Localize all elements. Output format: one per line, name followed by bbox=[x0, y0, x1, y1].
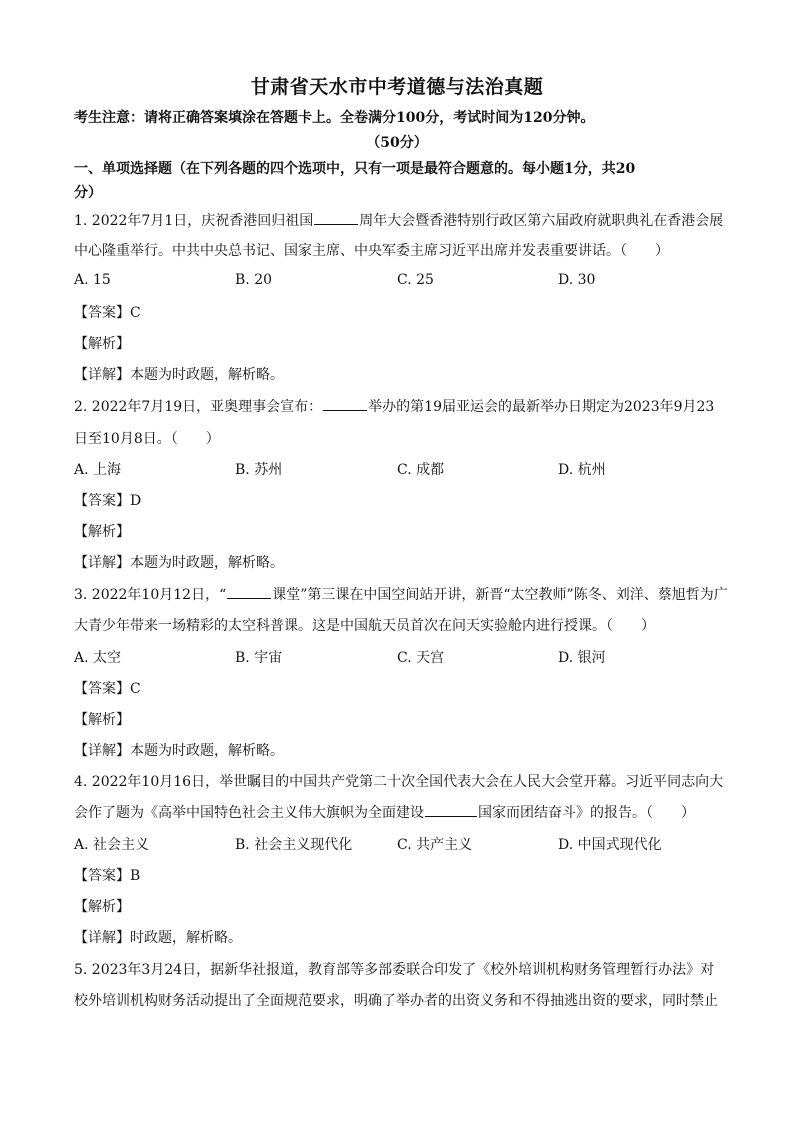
question-1-line-2: 中心隆重举行。中共中央总书记、国家主席、中央军委主席习近平出席并发表重要讲话。（ ） bbox=[74, 243, 669, 259]
question-4-detail bbox=[74, 927, 242, 947]
fill-blank bbox=[314, 212, 358, 225]
answer-label: 【答案】 bbox=[74, 305, 130, 321]
question-1-option-b: B. 20 bbox=[235, 272, 273, 288]
answer-value: C bbox=[130, 681, 141, 697]
question-4-text-a: 会作了题为《高举中国特色社会主义伟大旗帜为全面建设 bbox=[74, 805, 424, 821]
answer-label: 【答案】 bbox=[74, 868, 130, 884]
fill-blank bbox=[425, 804, 477, 817]
question-3-text-b: 课堂”第三课在中国空间站开讲，新晋“太空教师”陈冬、刘洋、蔡旭哲为广 bbox=[272, 587, 728, 603]
question-4-text-b: 国家而团结奋斗》的报告。（ ） bbox=[478, 805, 695, 821]
question-4-option-d: D. 中国式现代化 bbox=[558, 837, 662, 853]
question-2-analysis: 【解析】 bbox=[74, 524, 130, 540]
fill-blank bbox=[323, 398, 367, 411]
question-4-analysis: 【解析】 bbox=[74, 899, 130, 915]
detail-text: 本题为时政题，解析略。 bbox=[130, 367, 284, 383]
question-3-option-c: C. 天宫 bbox=[397, 650, 445, 666]
answer-label: 【答案】 bbox=[74, 493, 130, 509]
detail-text: 本题为时政题，解析略。 bbox=[130, 555, 284, 571]
detail-label: 【详解】 bbox=[74, 930, 130, 946]
answer-value: C bbox=[130, 305, 141, 321]
section-heading-cont: 分） bbox=[74, 185, 102, 201]
question-3-analysis: 【解析】 bbox=[74, 712, 130, 728]
question-2-line-2: 日至10月8日。（ ） bbox=[74, 431, 220, 447]
question-3-option-b: B. 宇宙 bbox=[235, 650, 283, 666]
question-3-line-1 bbox=[74, 584, 728, 604]
question-2-option-c: C. 成都 bbox=[397, 462, 445, 478]
detail-label: 【详解】 bbox=[74, 743, 130, 759]
question-2-option-b: B. 苏州 bbox=[235, 462, 283, 478]
question-5-line-1: 5. 2023年3月24日，据新华社报道，教育部等多部委联合印发了《校外培训机构财务管理暂行办法》对 bbox=[74, 962, 715, 978]
question-3-option-d: D. 银河 bbox=[558, 650, 606, 666]
question-4-line-1: 4. 2022年10月16日，举世瞩目的中国共产党第二十次全国代表大会在人民大会堂开幕。习近平同志向大 bbox=[74, 774, 724, 790]
question-3-text-a: 3. 2022年10月12日，“ bbox=[74, 587, 227, 603]
question-2-answer bbox=[74, 490, 141, 510]
question-3-detail bbox=[74, 740, 284, 760]
answer-value: D bbox=[130, 493, 142, 509]
question-4-line-2 bbox=[74, 802, 695, 822]
detail-text: 本题为时政题，解析略。 bbox=[130, 743, 284, 759]
question-1-text-a: 1. 2022年7月1日，庆祝香港回归祖国 bbox=[74, 213, 314, 229]
question-5-line-2: 校外培训机构财务活动提出了全面规范要求，明确了举办者的出资义务和不得抽逃出资的要求，同时禁止 bbox=[74, 993, 718, 1009]
section-heading: 一、单项选择题（在下列各题的四个选项中，只有一项是最符合题意的。每小题1分，共20 bbox=[74, 161, 636, 177]
section-score: （50分） bbox=[366, 135, 428, 151]
question-4-option-a: A. 社会主义 bbox=[74, 837, 150, 853]
page-title: 甘肃省天水市中考道德与法治真题 bbox=[250, 76, 544, 98]
question-2-option-d: D. 杭州 bbox=[558, 462, 606, 478]
question-1-text-b: 周年大会暨香港特别行政区第六届政府就职典礼在香港会展 bbox=[359, 213, 724, 229]
detail-text: 时政题，解析略。 bbox=[130, 930, 242, 946]
question-4-option-c: C. 共产主义 bbox=[397, 837, 473, 853]
question-1-answer bbox=[74, 302, 141, 322]
question-4-option-b: B. 社会主义现代化 bbox=[235, 837, 353, 853]
question-2-text-a: 2. 2022年7月19日，亚奥理事会宣布： bbox=[74, 399, 323, 415]
question-2-line-1 bbox=[74, 396, 714, 416]
question-1-option-d: D. 30 bbox=[558, 272, 596, 288]
question-1-line-1 bbox=[74, 210, 723, 230]
question-1-option-c: C. 25 bbox=[397, 272, 434, 288]
question-2-text-b: 举办的第19届亚运会的最新举办日期定为2023年9月23 bbox=[368, 399, 715, 415]
question-1-detail bbox=[74, 364, 284, 384]
detail-label: 【详解】 bbox=[74, 367, 130, 383]
question-4-answer bbox=[74, 865, 140, 885]
question-3-answer bbox=[74, 678, 141, 698]
answer-value: B bbox=[130, 868, 141, 884]
detail-label: 【详解】 bbox=[74, 555, 130, 571]
fill-blank bbox=[227, 586, 271, 599]
question-1-option-a: A. 15 bbox=[74, 272, 111, 288]
answer-label: 【答案】 bbox=[74, 681, 130, 697]
question-3-option-a: A. 太空 bbox=[74, 650, 122, 666]
question-2-option-a: A. 上海 bbox=[74, 462, 122, 478]
exam-notice: 考生注意：请将正确答案填涂在答题卡上。全卷满分100分，考试时间为120分钟。 bbox=[74, 110, 595, 126]
question-2-detail bbox=[74, 552, 284, 572]
question-3-line-2: 大青少年带来一场精彩的太空科普课。这是中国航天员首次在问天实验舱内进行授课。（ ） bbox=[74, 618, 655, 634]
question-1-analysis: 【解析】 bbox=[74, 336, 130, 352]
